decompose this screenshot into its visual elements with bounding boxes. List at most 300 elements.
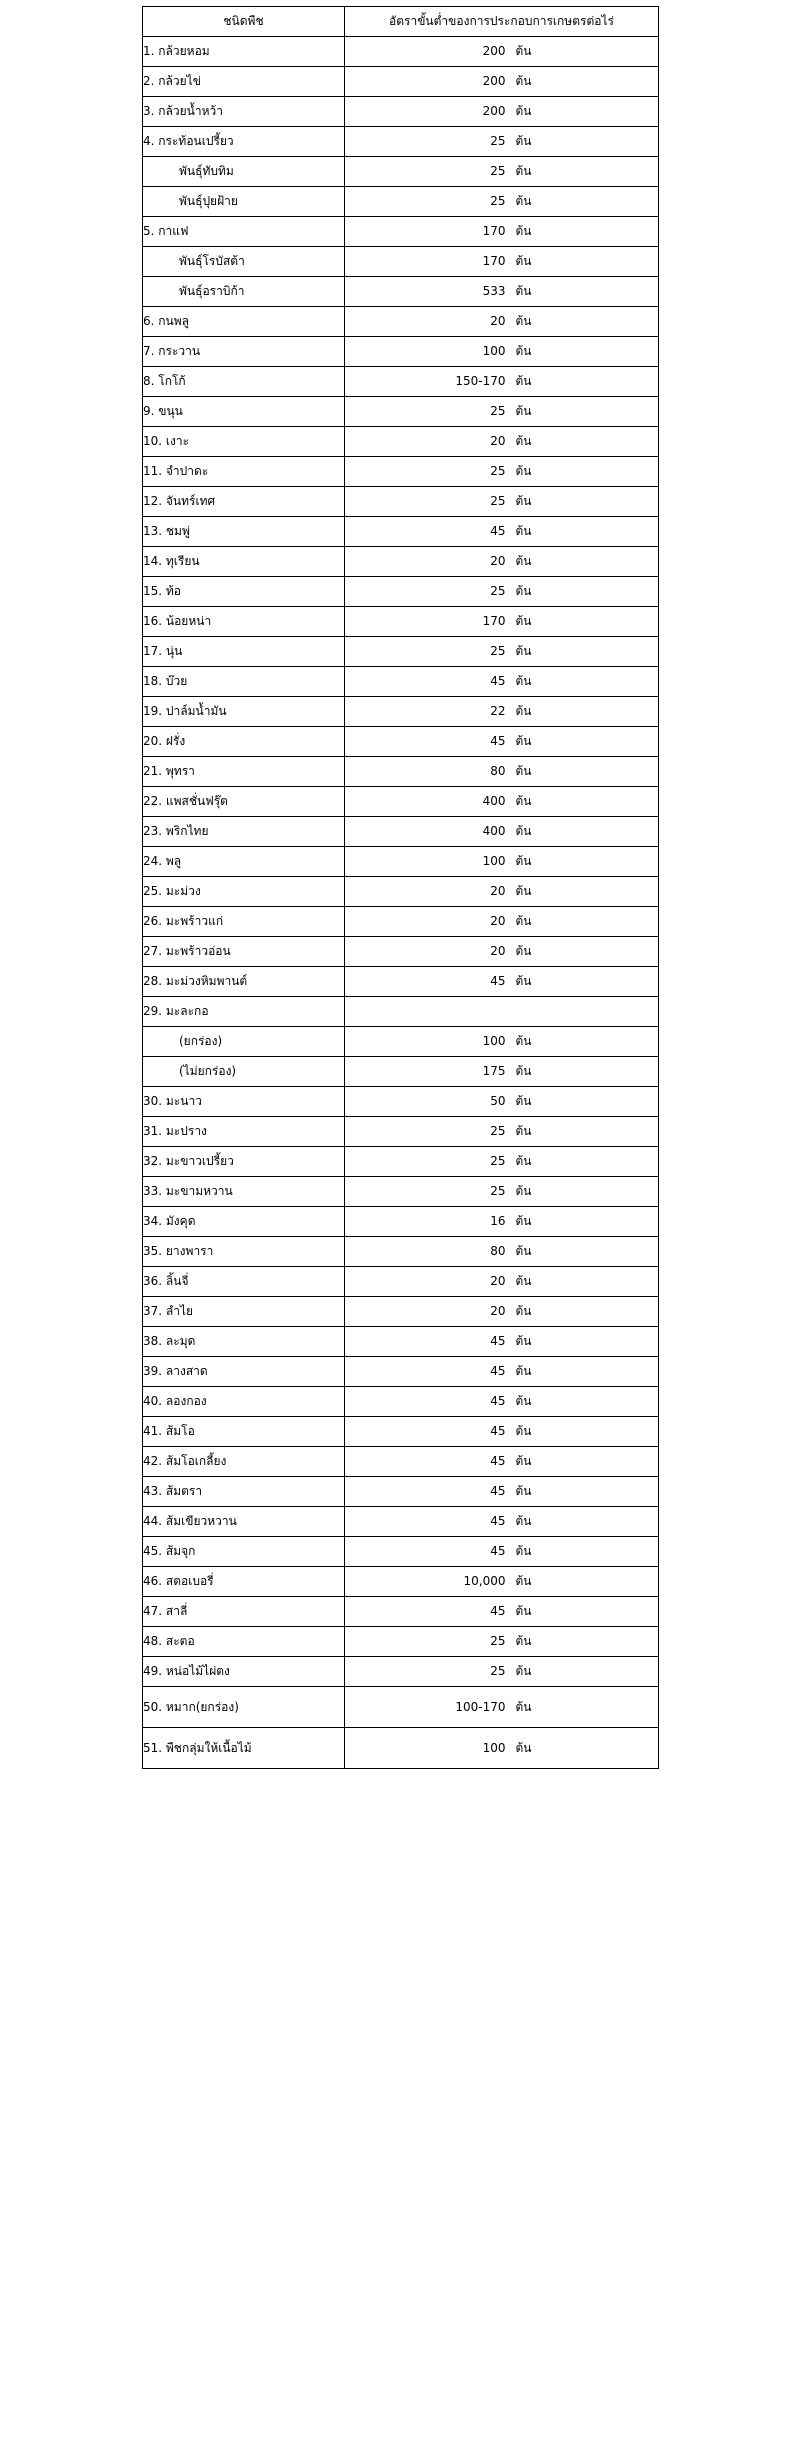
cell-plant-type: 51. พืชกลุ่มให้เนื้อไม้ (143, 1728, 345, 1769)
cell-minimum-rate (345, 1477, 659, 1507)
cell-minimum-rate (345, 1417, 659, 1447)
cell-minimum-rate (345, 1297, 659, 1327)
rate-number: 200 (482, 104, 506, 118)
table-body (143, 37, 659, 1769)
table-row (143, 1177, 659, 1207)
cell-minimum-rate (345, 757, 659, 787)
rate-unit: ต้น (515, 1304, 532, 1318)
rate-value-group (444, 1512, 560, 1531)
cell-minimum-rate (345, 217, 659, 247)
cell-plant-type: 47. สาลี่ (143, 1597, 345, 1627)
table-row (143, 157, 659, 187)
cell-plant-type: 38. ละมุด (143, 1327, 345, 1357)
cell-minimum-rate (345, 1687, 659, 1728)
cell-minimum-rate (345, 187, 659, 217)
cell-minimum-rate (345, 307, 659, 337)
cell-plant-type: 15. ท้อ (143, 577, 345, 607)
rate-number: 25 (490, 164, 506, 178)
rate-unit: ต้น (515, 884, 532, 898)
table-row (143, 337, 659, 367)
rate-value-group (444, 672, 560, 691)
column-header-minimum-rate: อัตราขั้นต่ำของการประกอบการเกษตรต่อไร่ (345, 7, 659, 37)
cell-plant-type: 27. มะพร้าวอ่อน (143, 937, 345, 967)
cell-minimum-rate (345, 787, 659, 817)
table-row (143, 1537, 659, 1567)
table-header-row (143, 7, 659, 37)
cell-minimum-rate (345, 37, 659, 67)
rate-unit: ต้น (515, 704, 532, 718)
table-row (143, 1447, 659, 1477)
rate-unit: ต้น (515, 1484, 532, 1498)
rate-number: 175 (482, 1064, 506, 1078)
cell-plant-type: 22. แพสชั่นฟรุ๊ต (143, 787, 345, 817)
rate-number: 100 (482, 344, 506, 358)
rate-value-group (444, 1062, 560, 1081)
rate-value-group (444, 1302, 560, 1321)
table-row (143, 67, 659, 97)
cell-plant-type: 40. ลองกอง (143, 1387, 345, 1417)
rate-unit: ต้น (515, 254, 532, 268)
rate-value-group (444, 222, 560, 241)
rate-unit: ต้น (515, 1274, 532, 1288)
rate-number: 20 (490, 1304, 506, 1318)
rate-number: 100 (482, 854, 506, 868)
rate-value-group (444, 312, 560, 331)
cell-plant-type: 32. มะขาวเปรี้ยว (143, 1147, 345, 1177)
cell-minimum-rate (345, 1087, 659, 1117)
rate-number: 25 (490, 1124, 506, 1138)
table-row (143, 1728, 659, 1769)
cell-plant-type: พันธุ์อราบิก้า (143, 277, 345, 307)
rate-unit: ต้น (515, 1664, 532, 1678)
cell-minimum-rate (345, 1147, 659, 1177)
rate-unit: ต้น (515, 1544, 532, 1558)
cell-minimum-rate (345, 1537, 659, 1567)
table-row (143, 607, 659, 637)
column-header-plant-type: ชนิดพืช (143, 7, 345, 37)
table-row (143, 187, 659, 217)
rate-number: 45 (490, 1484, 506, 1498)
cell-minimum-rate (345, 1507, 659, 1537)
rate-value-group (444, 612, 560, 631)
cell-minimum-rate (345, 1567, 659, 1597)
cell-plant-type: 14. ทุเรียน (143, 547, 345, 577)
rate-number: 25 (490, 1184, 506, 1198)
cell-plant-type: พันธุ์ปุยฝ้าย (143, 187, 345, 217)
rate-unit: ต้น (515, 314, 532, 328)
cell-plant-type: 19. ปาล์มน้ำมัน (143, 697, 345, 727)
cell-plant-type: 42. ส้มโอเกลี้ยง (143, 1447, 345, 1477)
rate-unit: ต้น (515, 374, 532, 388)
rate-unit: ต้น (515, 914, 532, 928)
table-row (143, 817, 659, 847)
rate-value-group (444, 162, 560, 181)
rate-number: 25 (490, 1634, 506, 1648)
table-row (143, 577, 659, 607)
cell-plant-type: 2. กล้วยไข่ (143, 67, 345, 97)
cell-minimum-rate (345, 367, 659, 397)
rate-value-group (444, 552, 560, 571)
cell-minimum-rate (345, 1177, 659, 1207)
rate-unit: ต้น (515, 794, 532, 808)
rate-value-group (444, 1392, 560, 1411)
rate-value-group (444, 42, 560, 61)
cell-plant-type: 5. กาแฟ (143, 217, 345, 247)
cell-plant-type: 26. มะพร้าวแก่ (143, 907, 345, 937)
rate-number: 20 (490, 314, 506, 328)
rate-number: 20 (490, 554, 506, 568)
table-row (143, 967, 659, 997)
rate-unit: ต้น (515, 524, 532, 538)
rate-number: 80 (490, 764, 506, 778)
rate-unit: ต้น (515, 1184, 532, 1198)
rate-number: 100-170 (455, 1699, 506, 1714)
rate-unit: ต้น (515, 194, 532, 208)
rate-number: 25 (490, 1154, 506, 1168)
cell-plant-type: 10. เงาะ (143, 427, 345, 457)
table-row (143, 457, 659, 487)
cell-plant-type: 34. มังคุด (143, 1207, 345, 1237)
rate-number: 170 (482, 224, 506, 238)
table-row (143, 1207, 659, 1237)
cell-minimum-rate (345, 727, 659, 757)
table-row (143, 907, 659, 937)
rate-value-group (444, 1182, 560, 1201)
table-row (143, 1507, 659, 1537)
rate-value-group (444, 72, 560, 91)
rate-value-group (444, 492, 560, 511)
cell-minimum-rate (345, 607, 659, 637)
cell-minimum-rate (345, 877, 659, 907)
cell-plant-type: 4. กระท้อนเปรี้ยว (143, 127, 345, 157)
cell-minimum-rate (345, 1387, 659, 1417)
rate-number: 200 (482, 74, 506, 88)
rate-value-group (444, 372, 560, 391)
cell-minimum-rate (345, 277, 659, 307)
rate-unit: ต้น (515, 434, 532, 448)
table-row (143, 1417, 659, 1447)
rate-unit: ต้น (515, 1634, 532, 1648)
cell-plant-type: 21. พุทรา (143, 757, 345, 787)
cell-plant-type: 8. โกโก้ (143, 367, 345, 397)
cell-plant-type: 3. กล้วยน้ำหว้า (143, 97, 345, 127)
rate-unit: ต้น (515, 824, 532, 838)
rate-number: 25 (490, 134, 506, 148)
cell-plant-type: 41. ส้มโอ (143, 1417, 345, 1447)
table-row (143, 997, 659, 1027)
rate-number: 45 (490, 524, 506, 538)
cell-plant-type: 33. มะขามหวาน (143, 1177, 345, 1207)
cell-plant-type: 1. กล้วยหอม (143, 37, 345, 67)
cell-minimum-rate (345, 967, 659, 997)
rate-number: 80 (490, 1244, 506, 1258)
rate-value-group (444, 1542, 560, 1561)
cell-plant-type: (ยกร่อง) (143, 1027, 345, 1057)
cell-plant-type: 31. มะปราง (143, 1117, 345, 1147)
rate-value-group (444, 1212, 560, 1231)
rate-value-group (444, 342, 560, 361)
rate-number: 45 (490, 1544, 506, 1558)
table-row (143, 1147, 659, 1177)
cell-minimum-rate (345, 697, 659, 727)
rate-value-group (444, 1092, 560, 1111)
rate-number: 20 (490, 884, 506, 898)
cell-minimum-rate (345, 1027, 659, 1057)
rate-value-group (444, 582, 560, 601)
rate-number: 25 (490, 464, 506, 478)
rate-value-group (444, 432, 560, 451)
table-row (143, 637, 659, 667)
table-row (143, 1027, 659, 1057)
cell-minimum-rate (345, 1327, 659, 1357)
table-row (143, 277, 659, 307)
cell-plant-type: 6. กนพลู (143, 307, 345, 337)
cell-minimum-rate (345, 1447, 659, 1477)
rate-unit: ต้น (515, 104, 532, 118)
cell-minimum-rate (345, 457, 659, 487)
rate-number: 25 (490, 1664, 506, 1678)
cell-minimum-rate (345, 157, 659, 187)
rate-value-group (444, 462, 560, 481)
table-row (143, 1237, 659, 1267)
rate-unit: ต้น (515, 554, 532, 568)
cell-plant-type: 28. มะม่วงหิมพานต์ (143, 967, 345, 997)
rate-value-group (444, 762, 560, 781)
table-row (143, 97, 659, 127)
cell-plant-type: 18. บ๊วย (143, 667, 345, 697)
rate-unit: ต้น (515, 284, 532, 298)
table-row (143, 1687, 659, 1728)
rate-unit: ต้น (515, 1244, 532, 1258)
rate-number: 45 (490, 674, 506, 688)
table-row (143, 127, 659, 157)
rate-number: 22 (490, 704, 506, 718)
cell-plant-type: 44. ส้มเขียวหวาน (143, 1507, 345, 1537)
cell-minimum-rate (345, 1597, 659, 1627)
rate-unit: ต้น (515, 1094, 532, 1108)
rate-number: 200 (482, 44, 506, 58)
rate-number: 100 (482, 1034, 506, 1048)
rate-value-group (444, 972, 560, 991)
cell-minimum-rate (345, 1627, 659, 1657)
table-row (143, 787, 659, 817)
rate-number: 400 (482, 794, 506, 808)
table-row (143, 1387, 659, 1417)
table-row (143, 1657, 659, 1687)
table-header (143, 7, 659, 37)
cell-plant-type: 43. ส้มตรา (143, 1477, 345, 1507)
rate-number: 20 (490, 944, 506, 958)
table-row (143, 1297, 659, 1327)
cell-plant-type: พันธุ์ทับทิม (143, 157, 345, 187)
cell-minimum-rate (345, 337, 659, 367)
table-row (143, 487, 659, 517)
table-row (143, 547, 659, 577)
table-row (143, 427, 659, 457)
rate-unit: ต้น (515, 584, 532, 598)
cell-minimum-rate (345, 1267, 659, 1297)
rate-number: 45 (490, 974, 506, 988)
rate-unit: ต้น (515, 614, 532, 628)
cell-plant-type: 35. ยางพารา (143, 1237, 345, 1267)
rate-value-group (444, 1272, 560, 1291)
rate-number: 45 (490, 734, 506, 748)
cell-minimum-rate (345, 577, 659, 607)
rate-number: 10,000 (463, 1574, 506, 1588)
rate-unit: ต้น (515, 464, 532, 478)
cell-plant-type: 46. สตอเบอรี่ (143, 1567, 345, 1597)
rate-value-group (444, 792, 560, 811)
cell-minimum-rate (345, 487, 659, 517)
rate-number: 533 (482, 284, 506, 298)
table-row (143, 877, 659, 907)
rate-value-group (444, 642, 560, 661)
rate-value-group (444, 702, 560, 721)
table-row (143, 937, 659, 967)
cell-plant-type: 9. ขนุน (143, 397, 345, 427)
cell-plant-type: 16. น้อยหน่า (143, 607, 345, 637)
rate-value-group (444, 1452, 560, 1471)
rate-unit: ต้น (515, 1604, 532, 1618)
rate-value-group (444, 1242, 560, 1261)
cell-plant-type: 17. นุ่น (143, 637, 345, 667)
cell-minimum-rate (345, 1728, 659, 1769)
rate-number: 20 (490, 1274, 506, 1288)
rate-value-group (444, 1662, 560, 1681)
rate-value-group (444, 1602, 560, 1621)
rate-unit: ต้น (515, 1064, 532, 1078)
rate-value-group (444, 282, 560, 301)
table-row (143, 1087, 659, 1117)
rate-value-group (444, 1332, 560, 1351)
rate-value-group (444, 1482, 560, 1501)
cell-plant-type: 13. ชมพู่ (143, 517, 345, 547)
table-row (143, 1477, 659, 1507)
rate-value-group (444, 1122, 560, 1141)
rate-unit: ต้น (515, 734, 532, 748)
table-row (143, 397, 659, 427)
cell-plant-type: 30. มะนาว (143, 1087, 345, 1117)
rate-value-group (444, 942, 560, 961)
rate-unit: ต้น (515, 1699, 532, 1714)
rate-value-group (444, 1739, 560, 1758)
cell-plant-type: 11. จำปาดะ (143, 457, 345, 487)
cell-plant-type: 49. หน่อไม้ไผ่ตง (143, 1657, 345, 1687)
cell-minimum-rate (345, 127, 659, 157)
cell-minimum-rate (345, 907, 659, 937)
cell-plant-type: 39. ลางสาด (143, 1357, 345, 1387)
cell-minimum-rate (345, 1657, 659, 1687)
rate-unit: ต้น (515, 1214, 532, 1228)
table-row (143, 367, 659, 397)
rate-value-group (444, 912, 560, 931)
rate-value-group (444, 1362, 560, 1381)
rate-unit: ต้น (515, 1514, 532, 1528)
cell-plant-type: พันธุ์โรบัสต้า (143, 247, 345, 277)
rate-unit: ต้น (515, 944, 532, 958)
table-row (143, 1627, 659, 1657)
table-row (143, 217, 659, 247)
rate-number: 400 (482, 824, 506, 838)
table-row (143, 667, 659, 697)
rate-unit: ต้น (515, 674, 532, 688)
rate-number: 16 (490, 1214, 506, 1228)
table-row (143, 1117, 659, 1147)
rate-number: 45 (490, 1364, 506, 1378)
rate-unit: ต้น (515, 134, 532, 148)
rate-unit: ต้น (515, 1124, 532, 1138)
rate-unit: ต้น (515, 44, 532, 58)
rate-number: 45 (490, 1514, 506, 1528)
rate-number: 25 (490, 584, 506, 598)
rate-value-group (444, 132, 560, 151)
rate-unit: ต้น (515, 404, 532, 418)
table-row (143, 727, 659, 757)
rate-value-group (444, 732, 560, 751)
cell-plant-type: 48. สะตอ (143, 1627, 345, 1657)
cell-minimum-rate (345, 847, 659, 877)
cell-minimum-rate (345, 517, 659, 547)
rate-unit: ต้น (515, 1364, 532, 1378)
rate-value-group (444, 192, 560, 211)
rate-number: 45 (490, 1334, 506, 1348)
cell-minimum-rate (345, 67, 659, 97)
rate-number: 150-170 (455, 374, 506, 388)
rate-number: 20 (490, 914, 506, 928)
rate-number: 170 (482, 254, 506, 268)
rate-value-group (444, 102, 560, 121)
rate-unit: ต้น (515, 224, 532, 238)
cell-minimum-rate (345, 937, 659, 967)
rate-unit: ต้น (515, 164, 532, 178)
rate-value-group (444, 1632, 560, 1651)
cell-minimum-rate (345, 637, 659, 667)
rate-unit: ต้น (515, 1740, 532, 1755)
cell-minimum-rate (345, 667, 659, 697)
rate-unit: ต้น (515, 74, 532, 88)
rate-unit: ต้น (515, 764, 532, 778)
cell-minimum-rate (345, 97, 659, 127)
rate-value-group (444, 402, 560, 421)
cell-plant-type: 25. มะม่วง (143, 877, 345, 907)
rate-unit: ต้น (515, 1424, 532, 1438)
cell-minimum-rate (345, 1357, 659, 1387)
rate-number: 45 (490, 1394, 506, 1408)
rate-number: 25 (490, 404, 506, 418)
rate-value-group (444, 1698, 560, 1717)
cell-plant-type: 24. พลู (143, 847, 345, 877)
table-row (143, 697, 659, 727)
rate-unit: ต้น (515, 1334, 532, 1348)
rate-value-group (444, 1152, 560, 1171)
rate-unit: ต้น (515, 1454, 532, 1468)
rate-value-group (444, 522, 560, 541)
cell-minimum-rate (345, 997, 659, 1027)
rate-unit: ต้น (515, 1154, 532, 1168)
cell-plant-type: 12. จันทร์เทศ (143, 487, 345, 517)
table-row (143, 1267, 659, 1297)
rate-unit: ต้น (515, 494, 532, 508)
rate-unit: ต้น (515, 344, 532, 358)
rate-number: 25 (490, 494, 506, 508)
table-row (143, 1567, 659, 1597)
cell-plant-type: 36. ลิ้นจี่ (143, 1267, 345, 1297)
rate-number: 45 (490, 1604, 506, 1618)
cell-minimum-rate (345, 1057, 659, 1087)
rate-number: 100 (482, 1740, 506, 1755)
rate-number: 170 (482, 614, 506, 628)
cell-plant-type: 23. พริกไทย (143, 817, 345, 847)
